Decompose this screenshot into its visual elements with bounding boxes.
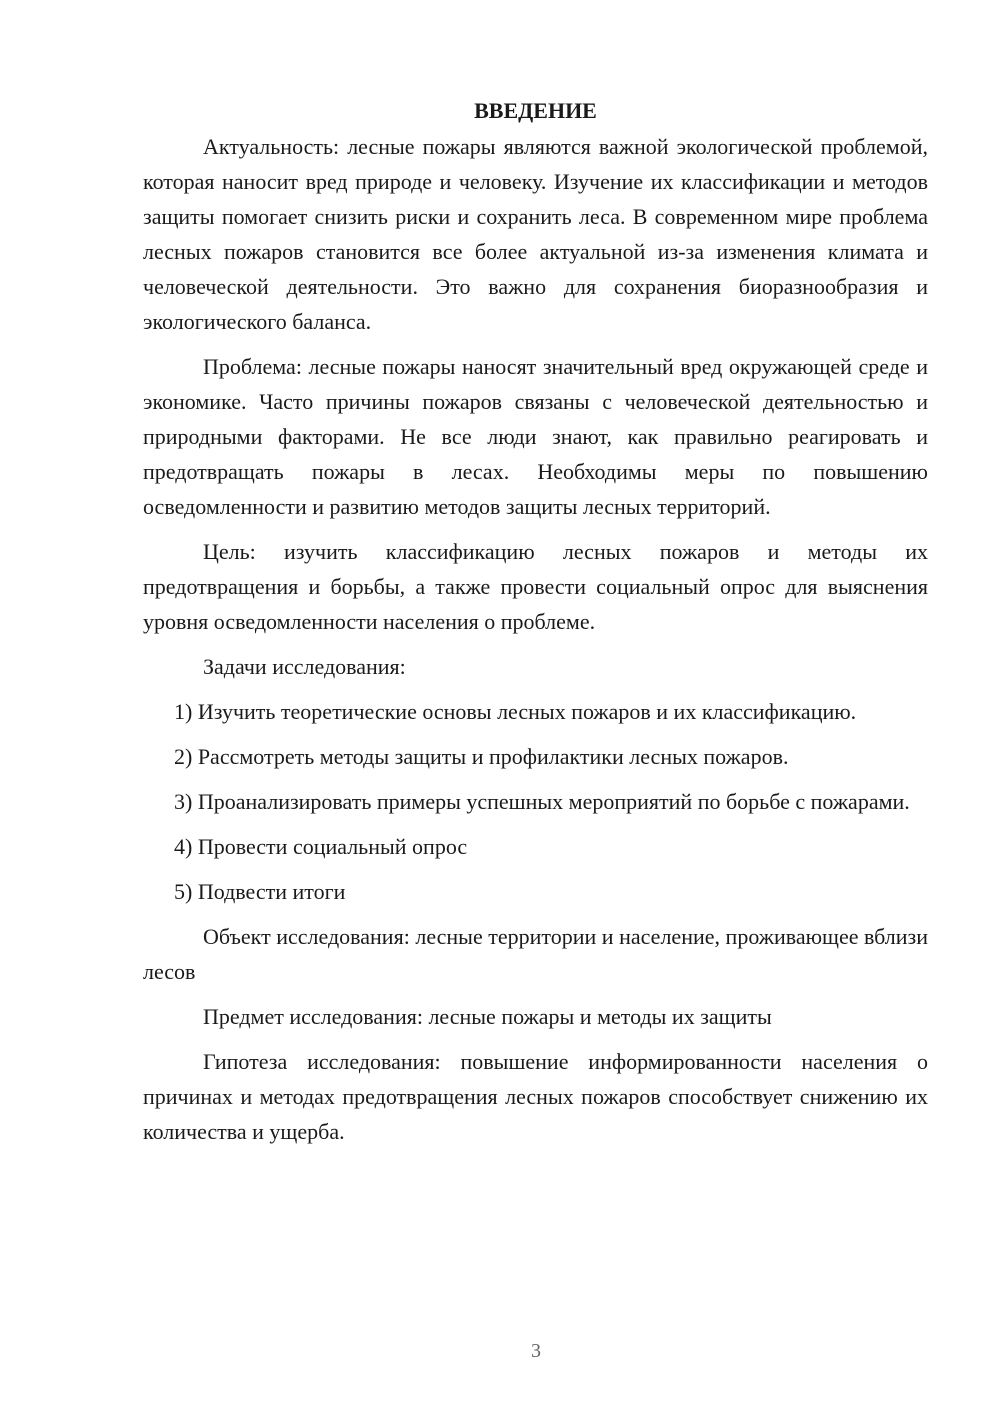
paragraph-goal: Цель: изучить классификацию лесных пожаров и методы их предотвращения и борьбы, а также провести социальный опрос для выяснения уровня осведомленности населения о проблеме. <box>143 539 928 634</box>
paragraph-hypothesis: Гипотеза исследования: повышение информированности населения о причинах и методах предотвращения лесных пожаров способствует снижению их количества и ущерба. <box>143 1049 928 1144</box>
page-body <box>143 93 928 1149</box>
page-number: 3 <box>531 1340 541 1362</box>
section-title <box>143 93 928 128</box>
task-item-1: 1) Изучить теоретические основы лесных пожаров и их классификацию. <box>174 699 857 724</box>
paragraph-tasks-heading: Задачи исследования: <box>203 654 406 679</box>
task-item-3: 3) Проанализировать примеры успешных мероприятий по борьбе с пожарами. <box>174 789 910 814</box>
task-item-2: 2) Рассмотреть методы защиты и профилактики лесных пожаров. <box>174 744 789 769</box>
paragraph-relevance: Актуальность: лесные пожары являются важной экологической проблемой, которая наносит вред природе и человеку. Изучение их классификации и методов защиты помогает снизить риски и сохранить леса. В современном мире проблема лесных пожаров становится все более актуальной из-за изменения климата и человеческой деятельности. Это важно для сохранения биоразнообразия и экологического баланса. <box>143 134 928 334</box>
section-title-text: ВВЕДЕНИЕ <box>474 98 597 123</box>
paragraph-object: Объект исследования: лесные территории и население, проживающее вблизи лесов <box>143 924 928 984</box>
paragraph-subject: Предмет исследования: лесные пожары и методы их защиты <box>203 1004 772 1029</box>
task-item-4: 4) Провести социальный опрос <box>174 834 468 859</box>
paragraph-problem: Проблема: лесные пожары наносят значительный вред окружающей среде и экономике. Часто причины пожаров связаны с человеческой деятельностью и природными факторами. Не все люди знают, как правильно реагировать и предотвращать пожары в лесах. Необходимы меры по повышению осведомленности и развитию методов защиты лесных территорий. <box>143 354 928 519</box>
task-item-5: 5) Подвести итоги <box>174 879 346 904</box>
